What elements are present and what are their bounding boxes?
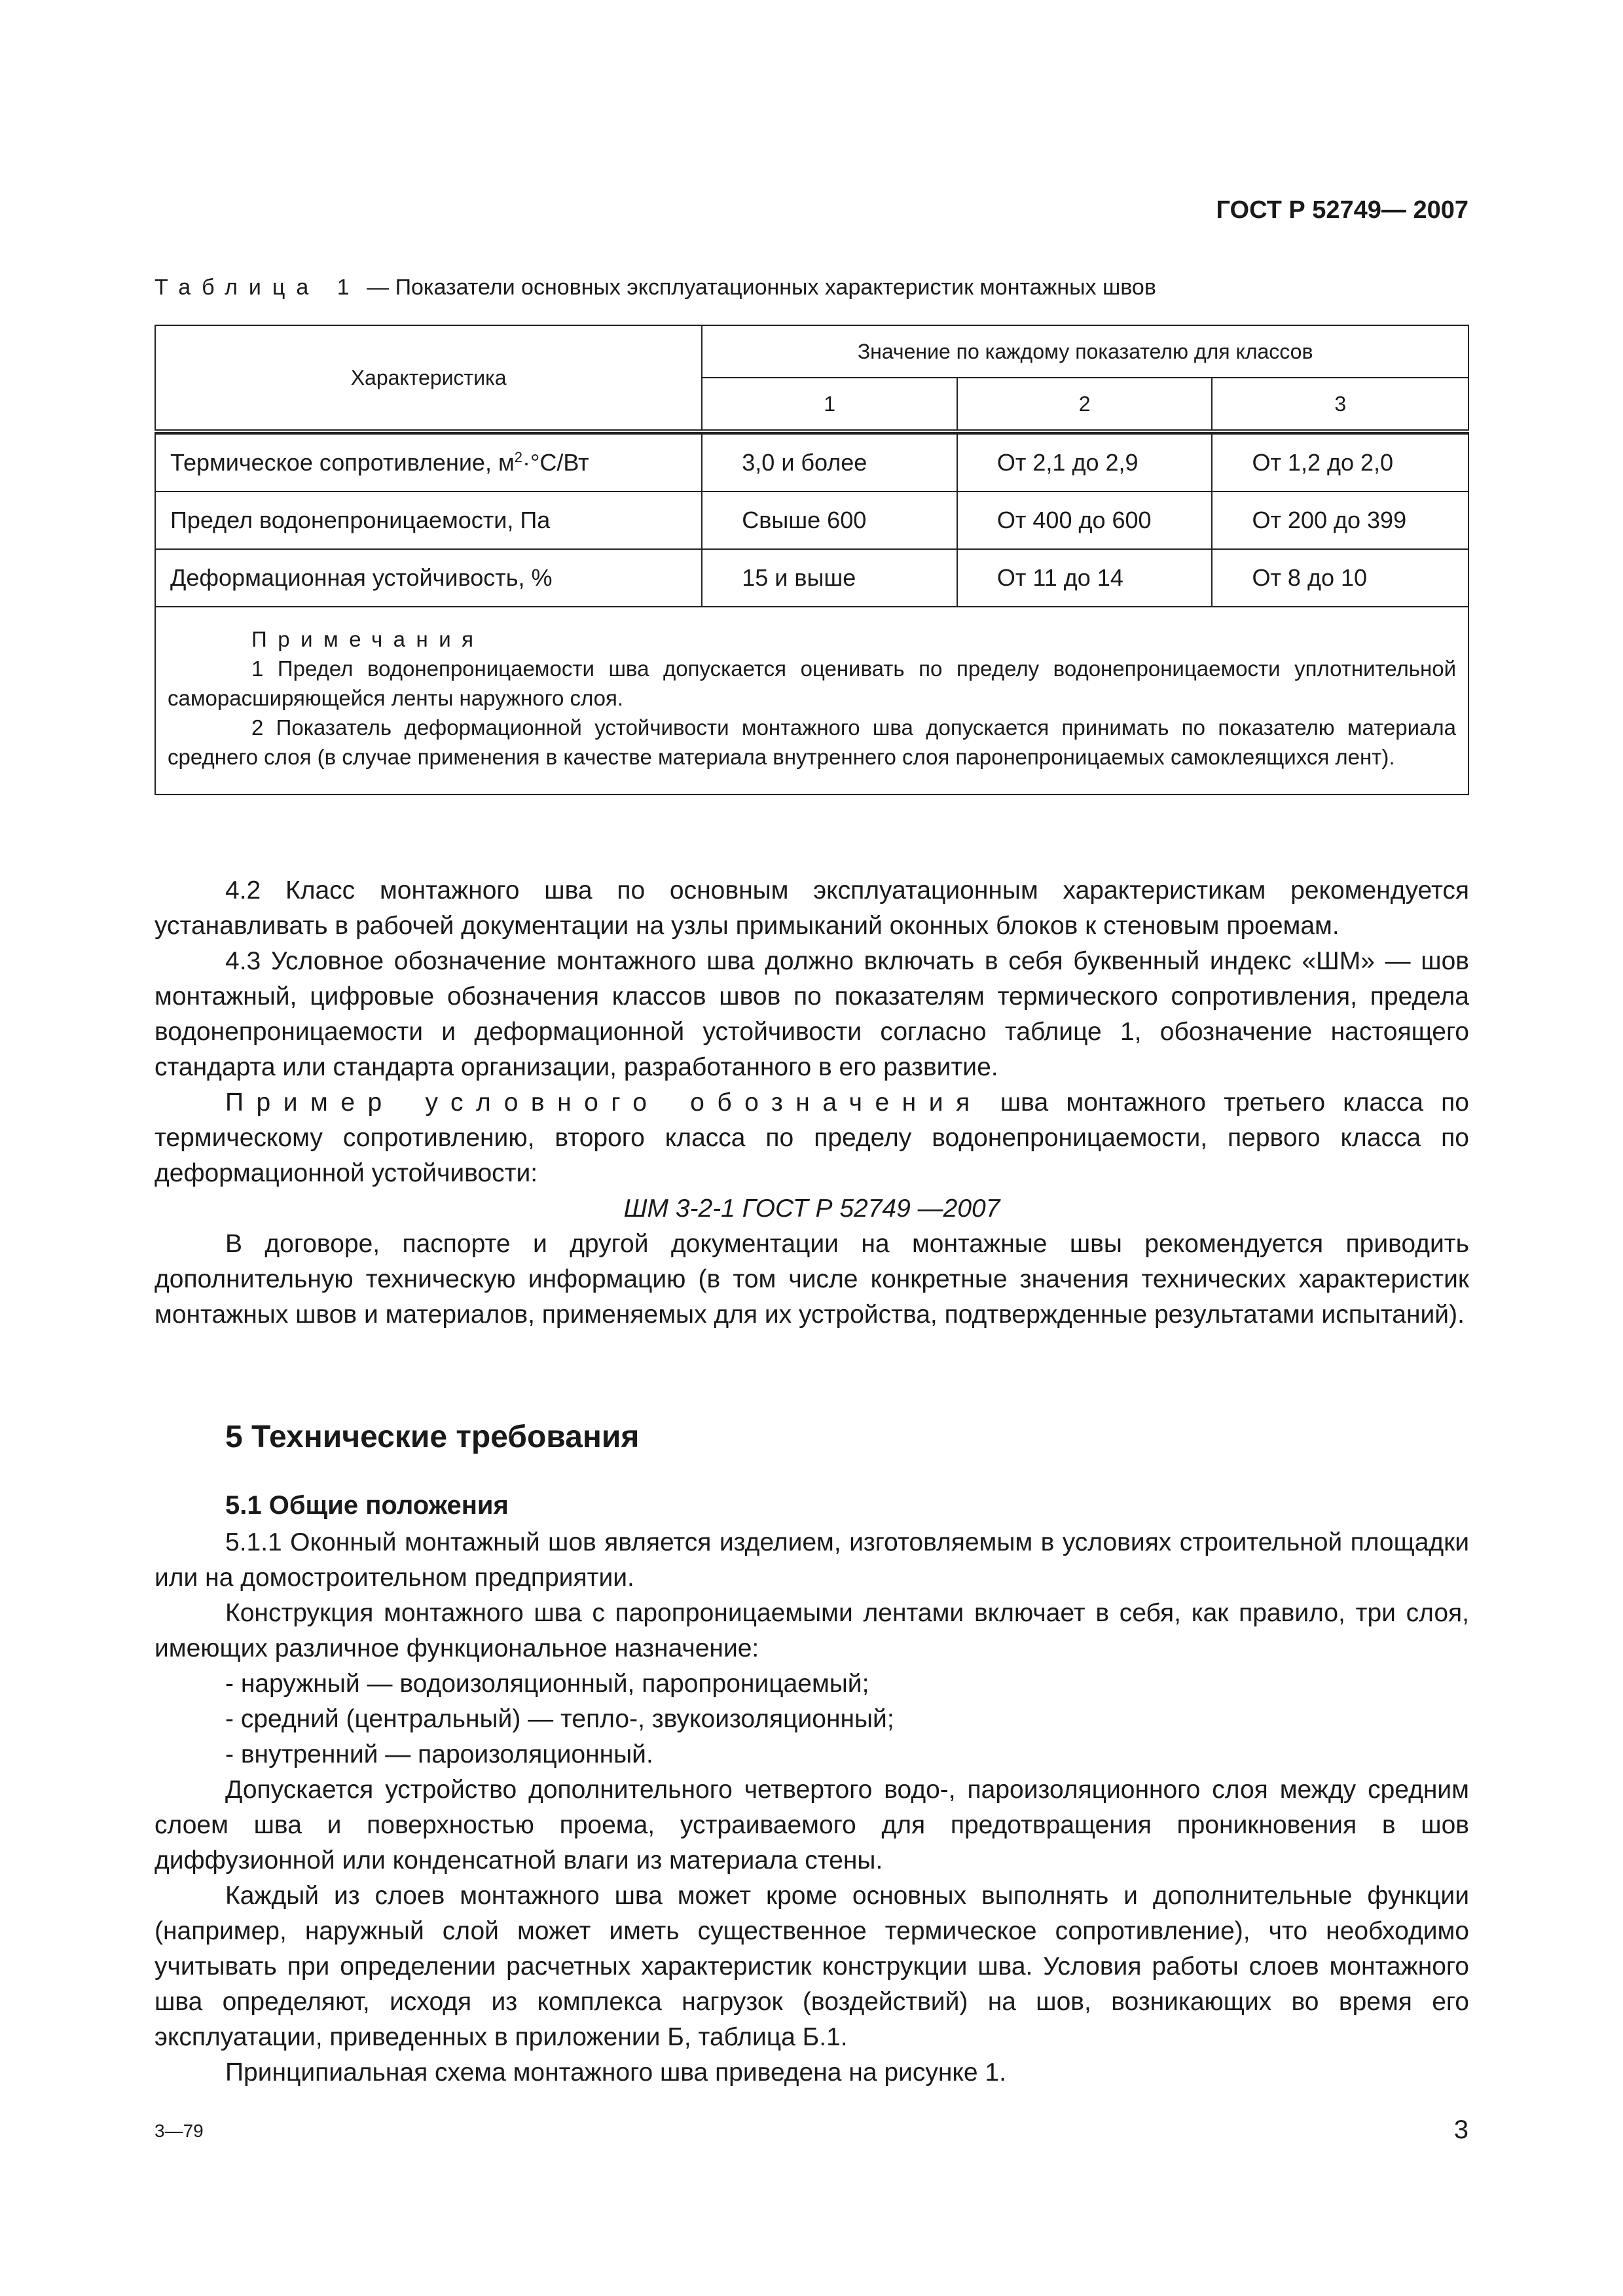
row-value-class-1: Свыше 600 [702, 492, 957, 549]
row-value-class-3: От 8 до 10 [1212, 549, 1468, 607]
list-item: - средний (центральный) — тепло-, звукоизоляционный; [225, 1705, 894, 1733]
note-2: 2 Показатель деформационной устойчивости монтажного шва допускается принимать по показателю материала среднего слоя (в случае применения в качестве материала внутреннего слоя паронепроницаемых самоклеящихся лент). [168, 715, 1456, 769]
row-value-class-3: От 1,2 до 2,0 [1212, 434, 1468, 492]
example-text: шва монтажного третьего класса по термическому сопротивлению, второго класса по пределу водонепроницаемости, первого класса по деформационной устойчивости: [155, 1088, 1469, 1187]
row-name: Термическое сопротивление, $м^2\cdot^\circ C/Вт$ [155, 434, 702, 492]
example-label: Пример условного обозначения [225, 1088, 983, 1117]
table-caption-prefix: Таблица 1 [155, 275, 361, 300]
paragraph-5-1-1: 5.1.1 Оконный монтажный шов является изделием, изготовляемым в условиях строительной площадки или на домостроительном предприятии. [155, 1528, 1469, 1592]
header-class-2: 2 [957, 378, 1213, 431]
table-row [155, 549, 1468, 607]
header-class-1: 1 [702, 378, 957, 431]
paragraph-construction: Конструкция монтажного шва с паропроницаемыми лентами включает в себя, как правило, три слоя, имеющих различное функциональное назначение: [155, 1599, 1469, 1662]
header-values: Значение по каждому показателю для классов [702, 325, 1468, 378]
paragraph-contract: В договоре, паспорте и другой документации на монтажные швы рекомендуется приводить дополнительную техническую информацию (в том числе конкретные значения технических характеристик монтажных швов и материалов, применяемых для их устройства, подтвержденные результатами испытаний). [155, 1230, 1469, 1329]
note-1: 1 Предел водонепроницаемости шва допускается оценивать по пределу водонепроницаемости уплотнительной саморасширяющейся ленты наружного слоя. [168, 656, 1456, 710]
paragraph-4-2: 4.2 Класс монтажного шва по основным эксплуатационным характеристикам рекомендуется устанавливать в рабочей документации на узлы примыканий оконных блоков к стеновым проемам. [155, 876, 1469, 940]
row-name: Предел водонепроницаемости, Па [155, 492, 702, 549]
section-5-text [155, 1525, 1469, 2090]
list-item: - внутренний — пароизоляционный. [225, 1740, 653, 1768]
row-value-class-1: 3,0 и более [702, 434, 957, 492]
notes-title: Примечания [251, 627, 484, 651]
paragraph-each-layer: Каждый из слоев монтажного шва может кроме основных выполнять и дополнительные функции (например, наружный слой может иметь существенное термическое сопротивление), что необходимо учитывать при определении расчетных характеристик конструкции шва. Условия работы слоев монтажного шва определяют, исходя из комплекса нагрузок (воздействий) на шов, возникающих во время его эксплуатации, приведенных в приложении Б, таблица Б.1. [155, 1882, 1469, 2051]
standard-code: ГОСТ Р 52749— 2007 [1216, 196, 1468, 224]
paragraph-scheme: Принципиальная схема монтажного шва приведена на рисунке 1. [225, 2058, 1006, 2087]
table-row [155, 434, 1468, 492]
list-item: - наружный — водоизоляционный, паропроницаемый; [225, 1670, 869, 1698]
header-class-3: 3 [1212, 378, 1468, 431]
header-characteristic: Характеристика [155, 325, 702, 431]
row-name: Деформационная устойчивость, % [155, 549, 702, 607]
table-row [155, 492, 1468, 549]
row-value-class-2: От 400 до 600 [957, 492, 1213, 549]
table-caption [155, 275, 1156, 300]
row-value-class-1: 15 и выше [702, 549, 957, 607]
page-number: 3 [1453, 2115, 1468, 2144]
row-value-class-3: От 200 до 399 [1212, 492, 1468, 549]
section-4-text [155, 873, 1469, 1333]
table-notes [155, 607, 1468, 795]
paragraph-allowed: Допускается устройство дополнительного четвертого водо-, пароизоляционного слоя между средним слоем шва и поверхностью проема, устраиваемого для предотвращения проникновения в шов диффузионной или конденсатной влаги из материала стены. [155, 1776, 1469, 1874]
table-caption-text: — Показатели основных эксплуатационных характеристик монтажных швов [360, 275, 1156, 300]
paragraph-4-3: 4.3 Условное обозначение монтажного шва должно включать в себя буквенный индекс «ШМ» — шов монтажный, цифровые обозначения классов швов по показателям термического сопротивления, предела водонепроницаемости и деформационной устойчивости согласно таблице 1, обозначение настоящего стандарта или стандарта организации, разработанного в его развитие. [155, 947, 1469, 1081]
footer-code: 3—79 [155, 2121, 204, 2141]
example-paragraph [155, 1085, 1469, 1191]
row-value-class-2: От 2,1 до 2,9 [957, 434, 1213, 492]
row-value-class-2: От 11 до 14 [957, 549, 1213, 607]
section-5-title: 5 Технические требования [225, 1420, 640, 1454]
subsection-5-1-title: 5.1 Общие положения [225, 1491, 509, 1520]
characteristics-table [155, 325, 1469, 795]
example-code: ШМ 3-2-1 ГОСТ Р 52749 —2007 [623, 1194, 1000, 1223]
